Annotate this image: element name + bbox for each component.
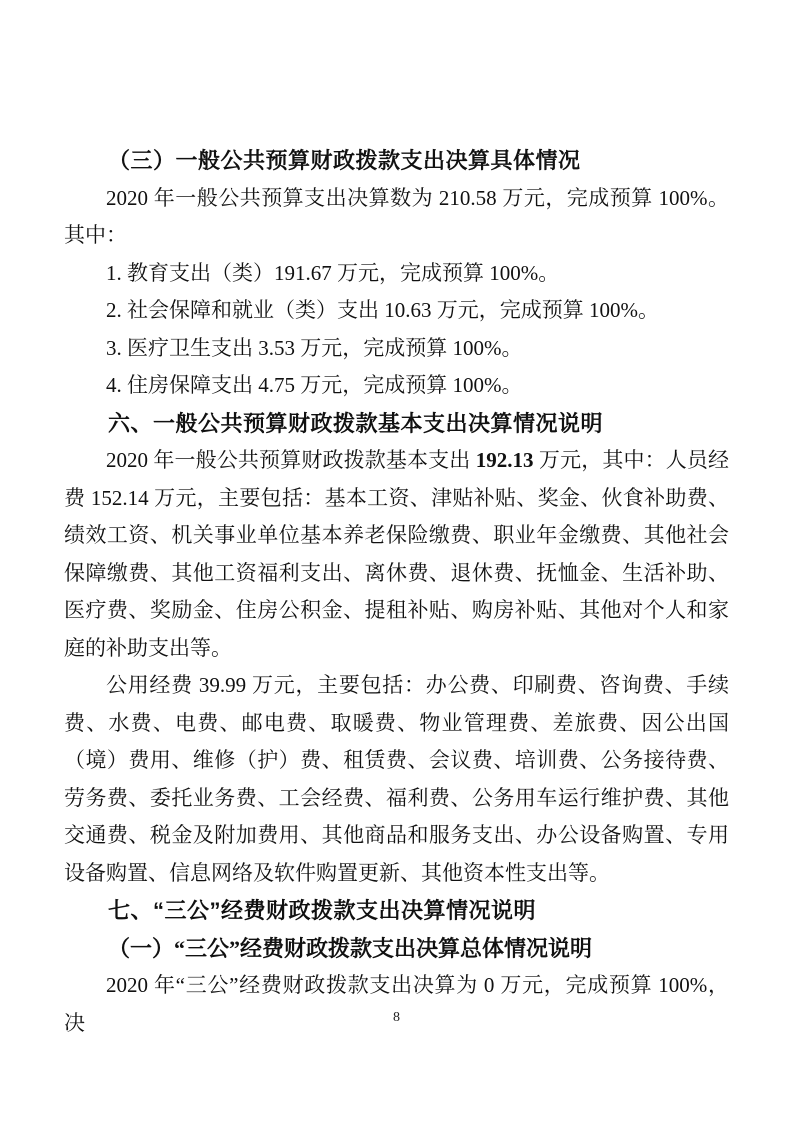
s6-para1-bold-value: 192.13 [475, 448, 534, 472]
section-heading-6: 六、一般公共预算财政拨款基本支出决算情况说明 [108, 410, 604, 436]
section-heading-3: （三）一般公共预算财政拨款支出决算具体情况 [108, 148, 581, 173]
section-heading-7: 七、“三公”经费财政拨款支出决算情况说明 [108, 898, 537, 923]
s6-para1-pre: 2020 年一般公共预算财政拨款基本支出 [106, 448, 476, 472]
s3-paragraph: 2020 年一般公共预算支出决算数为 210.58 万元，完成预算 100%。其中： [64, 185, 729, 247]
section-heading-7-1: （一）“三公”经费财政拨款支出决算总体情况说明 [108, 935, 593, 961]
page-number: 8 [393, 1010, 400, 1025]
s6-para1-post: 万元，其中：人员经费 152.14 万元，主要包括：基本工资、津贴补贴、奖金、伙食补助费、绩效工资、机关事业单位基本养老保险缴费、职业年金缴费、其他社会保障缴费、其他工资福利支出、离休费、退休费、抚恤金、生活补助、医疗费、奖励金、住房公积金、提租补贴、购房补贴、其他对个人和家庭的补助支出等。 [64, 448, 730, 660]
list-item-social-security: 2. 社会保障和就业（类）支出 10.63 万元，完成预算 100%。 [106, 298, 659, 322]
list-item-housing: 4. 住房保障支出 4.75 万元，完成预算 100%。 [106, 373, 523, 397]
page-content [64, 142, 729, 1042]
s7-paragraph: 2020 年“三公”经费财政拨款支出决算为 0 万元，完成预算 100%，决 [64, 973, 729, 1035]
s6-paragraph-2: 公用经费 39.99 万元，主要包括：办公费、印刷费、咨询费、手续费、水费、电费、邮电费、取暖费、物业管理费、差旅费、因公出国（境）费用、维修（护）费、租赁费、会议费、培训费、公务接待费、劳务费、委托业务费、工会经费、福利费、公务用车运行维护费、其他交通费、税金及附加费用、其他商品和服务支出、办公设备购置、专用设备购置、信息网络及软件购置更新、其他资本性支出等。 [64, 673, 729, 885]
list-item-medical: 3. 医疗卫生支出 3.53 万元，完成预算 100%。 [106, 335, 523, 360]
list-item-education: 1. 教育支出（类）191.67 万元，完成预算 100%。 [106, 260, 560, 285]
s6-paragraph-1 [64, 442, 729, 667]
